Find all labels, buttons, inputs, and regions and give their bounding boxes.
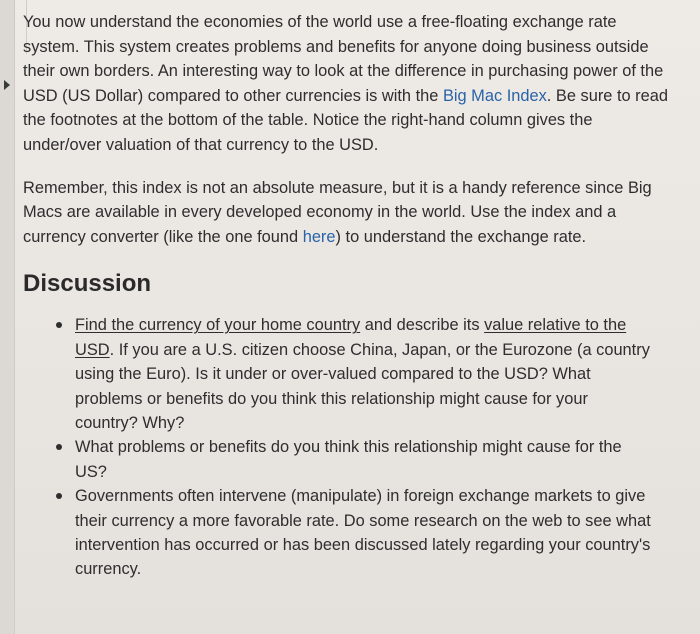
intro-paragraph-2 [23, 176, 673, 250]
currency-converter-link[interactable]: here [302, 227, 336, 246]
list-item [75, 313, 673, 435]
intro-text-1a: You now understand the economies of the world use a free-floating exchange rate system. This system creates problems and benefits for anyone doing business outside their own borders. An interesting way to look at the difference in purchasing power of the USD (US Dollar) compared to other currencies is with the [23, 13, 664, 105]
item1-underlined-1: Find the currency of your home country [75, 316, 361, 335]
item2-text: What problems or benefits do you think this relationship might cause for the US? [75, 438, 622, 481]
item1-rest: . If you are a U.S. citizen choose China, Japan, or the Eurozone (a country using the Euro). Is it under or over-valued compared to the USD? What problems or benefits do you think this relationship might cause for your country? Why? [75, 340, 650, 432]
big-mac-index-link[interactable]: Big Mac Index [442, 86, 547, 105]
item1-mid: and describe its [360, 316, 485, 335]
expand-arrow-icon[interactable] [4, 80, 10, 90]
item3-text: Governments often intervene (manipulate) in foreign exchange markets to give their currency a more favorable rate. Do some research on the web to see what intervention has occurred or has been discussed lately regarding your country's currency. [75, 487, 651, 579]
intro-paragraph-1 [23, 10, 673, 158]
intro-text-2b: ) to understand the exchange rate. [335, 227, 587, 246]
bullet-icon [56, 493, 62, 499]
discussion-list [23, 313, 673, 581]
item1-underlined-2: value relative to the USD [75, 316, 627, 359]
intro-text-2a: Remember, this index is not an absolute measure, but it is a handy reference since Big Macs are available in every developed economy in the world. Use the index and a currency converter (like the one found [23, 178, 652, 246]
discussion-heading: Discussion [23, 270, 152, 298]
intro-text-1b: . Be sure to read the footnotes at the bottom of the table. Notice the right-hand column gives the under/over valuation of that currency to the USD. [23, 86, 668, 154]
bullet-icon [56, 444, 62, 450]
list-item [75, 484, 673, 582]
content-area [23, 10, 673, 582]
list-item [75, 435, 673, 484]
left-rail [0, 0, 15, 634]
bullet-icon [56, 322, 62, 328]
